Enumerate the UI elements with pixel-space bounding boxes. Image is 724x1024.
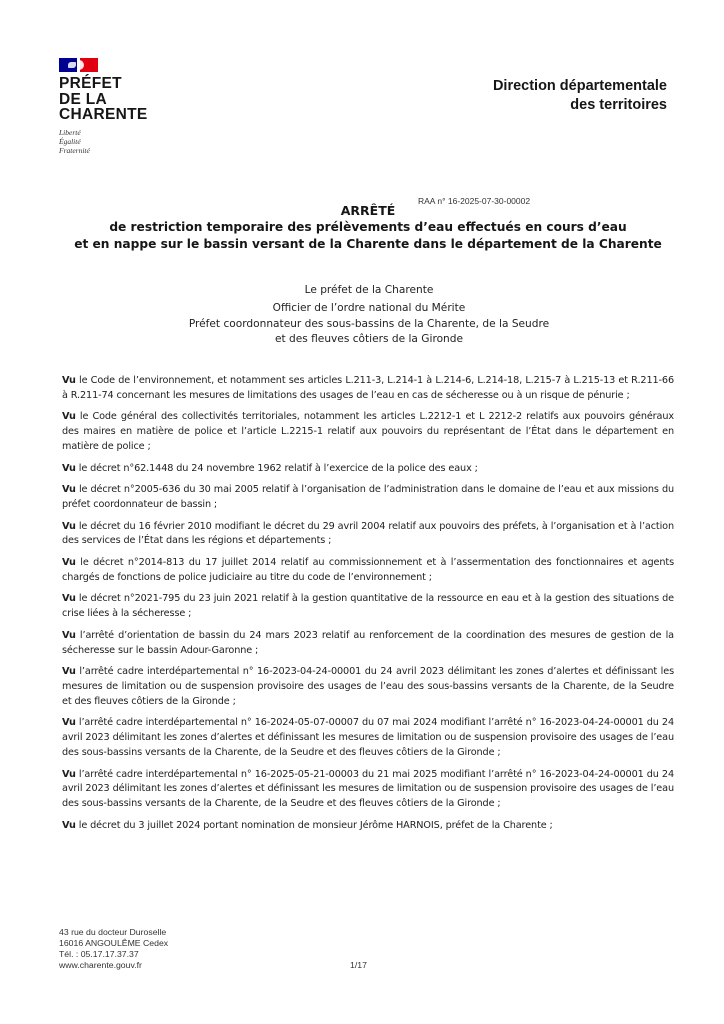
flag-red-stripe: [80, 58, 98, 72]
visa-paragraph: [62, 665, 674, 709]
visa-vu: Vu: [62, 717, 76, 729]
marianne-flag-icon: [59, 58, 99, 72]
footer-line: Tél. : 05.17.17.37.37: [59, 949, 139, 959]
logo-line: CHARENTE: [59, 106, 148, 123]
visa-vu: Vu: [62, 462, 76, 474]
logo-text: [59, 76, 148, 123]
visa-paragraph: [62, 819, 674, 834]
title-subtitle-line: de restriction temporaire des prélèvements d’eau effectués en cours d’eau: [109, 220, 627, 234]
visa-text: le décret n°2005-636 du 30 mai 2005 relatif à l’organisation de l’administration dans le domaine de l’eau et aux missions du préfet coordonnateur de bassin ;: [62, 484, 674, 510]
visa-paragraph: [62, 374, 674, 404]
signatory-line: Préfet coordonnateur des sous-bassins de la Charente, de la Seudre: [188, 318, 550, 330]
visa-text: le Code général des collectivités territoriales, notamment les articles L.2212-1 et L 2212-2 relatifs aux pouvoirs généraux des maires en matière de police et l’article L.2215-1 relatif aux pouvoirs du représentant de l’État dans le département en matière de police ;: [62, 411, 674, 452]
visa-text: le décret du 3 juillet 2024 portant nomination de monsieur Jérôme HARNOIS, préfet de la Charente ;: [75, 819, 553, 831]
visa-paragraph: [62, 716, 674, 760]
footer-address: [59, 927, 168, 971]
footer-line: 43 rue du docteur Duroselle: [59, 927, 167, 937]
footer-line: 16016 ANGOULÊME Cedex: [59, 938, 169, 948]
visa-vu: Vu: [62, 411, 76, 423]
devise: [59, 128, 148, 155]
devise-line: Égalité: [59, 136, 81, 146]
visa-vu: Vu: [62, 666, 76, 678]
visa-vu: Vu: [62, 768, 76, 780]
visa-paragraph: [62, 592, 674, 622]
signatory-line: Officier de l’ordre national du Mérite: [272, 302, 466, 314]
visa-text: l’arrêté d’orientation de bassin du 24 mars 2023 relatif au renforcement de la coordination des mesures de gestion de la sécheresse sur le bassin Adour-Garonne ;: [62, 629, 674, 656]
visa-vu: Vu: [62, 375, 76, 386]
signatory-line: Le préfet de la Charente: [304, 284, 434, 296]
logo-line: PRÉFET: [59, 75, 122, 92]
visa-vu: Vu: [62, 819, 76, 831]
visa-text: l’arrêté cadre interdépartemental n° 16-2023-04-24-00001 du 24 avril 2023 délimitant les zones d’alertes et définissant les mesures de limitation ou de suspension provisoire des usages de l’eau des sous-bassins versants de la Charente, de la Seudre et des fleuves côtiers de la Gironde ;: [62, 666, 674, 707]
issuing-direction: [493, 77, 667, 115]
visa-vu: Vu: [62, 629, 76, 641]
footer-website-link[interactable]: www.charente.gouv.fr: [59, 960, 142, 970]
signatory-line: et des fleuves côtiers de la Gironde: [274, 333, 464, 345]
visa-text: l’arrêté cadre interdépartemental n° 16-2025-05-21-00003 du 21 mai 2025 modifiant l’arrêté n° 16-2023-04-24-00001 du 24 avril 2023 délimitant les zones d’alertes et définissant les mesures de limitation ou de suspension provisoire des usages de l’eau des sous-bassins versants de la Charente, de la Seudre et des fleuves côtiers de la Gironde ;: [62, 768, 674, 810]
visa-paragraph: [62, 768, 674, 812]
visa-vu: Vu: [62, 556, 76, 568]
page-number: 1/17: [350, 960, 367, 970]
visa-vu: Vu: [62, 593, 76, 605]
visa-text: l’arrêté cadre interdépartemental n° 16-2024-05-07-00007 du 07 mai 2024 modifiant l’arrêté n° 16-2023-04-24-00001 du 24 avril 2023 délimitant les zones d’alertes et définissant les mesures de limitation ou de suspension provisoire des usages de l’eau des sous-bassins versants de la Charente, de la Seudre et des fleuves côtiers de la Gironde ;: [62, 717, 674, 758]
visa-vu: Vu: [62, 484, 76, 496]
visa-paragraph: [62, 462, 674, 477]
visa-paragraph: [62, 520, 674, 550]
visa-text: le décret n°2021-795 du 23 juin 2021 relatif à la gestion quantitative de la ressource en eau et à la gestion des situations de crise liées à la sécheresse ;: [62, 593, 674, 620]
title-heading: ARRÊTÉ: [340, 203, 396, 218]
visa-text: le décret du 16 février 2010 modifiant le décret du 29 avril 2004 relatif aux pouvoirs des préfets, à l’organisation et à l’action des services de l’État dans les régions et départements ;: [62, 520, 674, 547]
visa-text: le décret n°62.1448 du 24 novembre 1962 relatif à l’exercice de la police des eaux ;: [75, 462, 478, 474]
visa-text: le décret n°2014-813 du 17 juillet 2014 relatif au commissionnement et à l’assermentation des fonctionnaires et agents chargés de fonctions de police judiciaire au titre du code de l’environnement ;: [62, 556, 674, 583]
prefecture-logo: [59, 58, 148, 155]
visa-paragraph: [62, 556, 674, 586]
visa-paragraph: [62, 410, 674, 454]
visas-list: [62, 374, 674, 840]
direction-line: Direction départementale: [492, 78, 667, 94]
visa-paragraph: [62, 629, 674, 659]
title-subtitle-line: et en nappe sur le bassin versant de la Charente dans le département de la Charente: [74, 237, 662, 251]
flag-blue-stripe: [59, 58, 77, 72]
devise-line: Liberté: [59, 127, 81, 137]
visa-text: le Code de l’environnement, et notamment ses articles L.211-3, L.214-1 à L.214-6, L.214-18, L.215-7 à L.215-13 et R.211-66 à R.211-74 concernant les mesures de limitations des usages de l’eau en cas de sécheresse ou à un risque de pénurie ;: [62, 375, 674, 401]
logo-line: DE LA: [59, 90, 107, 108]
visa-paragraph: [62, 483, 674, 513]
devise-line: Fraternité: [59, 145, 90, 155]
visa-vu: Vu: [62, 520, 76, 532]
document-title: [0, 203, 724, 253]
raa-number: RAA n° 16-2025-07-30-00002: [418, 196, 531, 206]
signatory-block: [0, 281, 724, 347]
direction-line: des territoires: [570, 97, 667, 113]
